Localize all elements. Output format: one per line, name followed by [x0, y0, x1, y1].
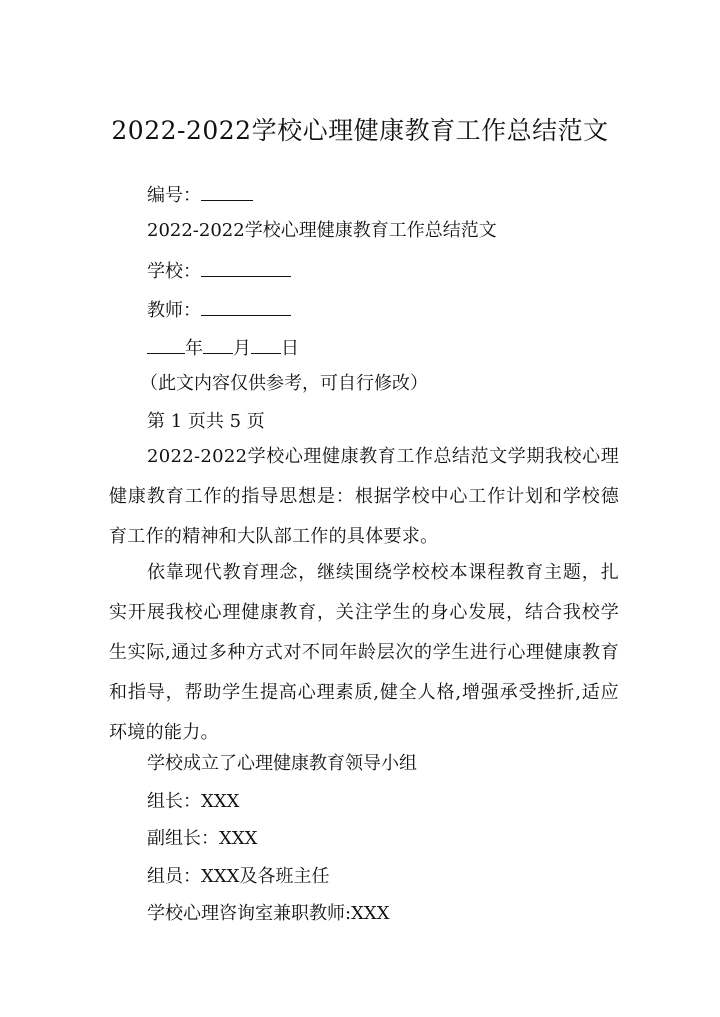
number-blank: [201, 180, 253, 201]
subtitle-line: 2022-2022学校心理健康教育工作总结范文: [147, 220, 497, 241]
teacher-blank: [201, 295, 291, 316]
paragraph-3: 学校成立了心理健康教育领导小组: [147, 753, 417, 774]
month-char: 月: [233, 338, 251, 359]
disclaimer: （此文内容仅供参考，可自行修改）: [140, 373, 428, 394]
date-line: [147, 333, 299, 362]
counselor-line: 学校心理咨询室兼职教师:XXX: [147, 903, 390, 924]
page-info: 第 1 页共 5 页: [147, 411, 265, 432]
members-line: 组员：XXX及各班主任: [147, 866, 330, 887]
number-line: [147, 180, 253, 209]
document-title: 2022-2022学校心理健康教育工作总结范文: [111, 116, 609, 145]
paragraph-1: 2022-2022学校心理健康教育工作总结范文学期我校心理健康教育工作的指导思想是：根据学校中心工作计划和学校德育工作的精神和大队部工作的具体要求。: [109, 446, 619, 547]
year-blank: [147, 333, 185, 354]
leader-line: 组长：XXX: [147, 791, 240, 812]
month-blank: [203, 333, 233, 354]
number-label: 编号：: [147, 185, 201, 206]
vice-leader-line: 副组长：XXX: [147, 828, 258, 849]
school-blank: [201, 256, 291, 277]
teacher-label: 教师：: [147, 300, 201, 321]
day-blank: [251, 333, 281, 354]
paragraph-2: 依靠现代教育理念，继续围绕学校校本课程教育主题，扎实开展我校心理健康教育，关注学生的身心发展，结合我校学生实际,通过多种方式对不同年龄层次的学生进行心理健康教育和指导，帮助学生提高心理素质,健全人格,增强承受挫折,适应环境的能力。: [109, 562, 619, 743]
school-line: [147, 256, 291, 285]
year-char: 年: [185, 338, 203, 359]
day-char: 日: [281, 338, 299, 359]
teacher-line: [147, 295, 291, 324]
school-label: 学校：: [147, 261, 201, 282]
